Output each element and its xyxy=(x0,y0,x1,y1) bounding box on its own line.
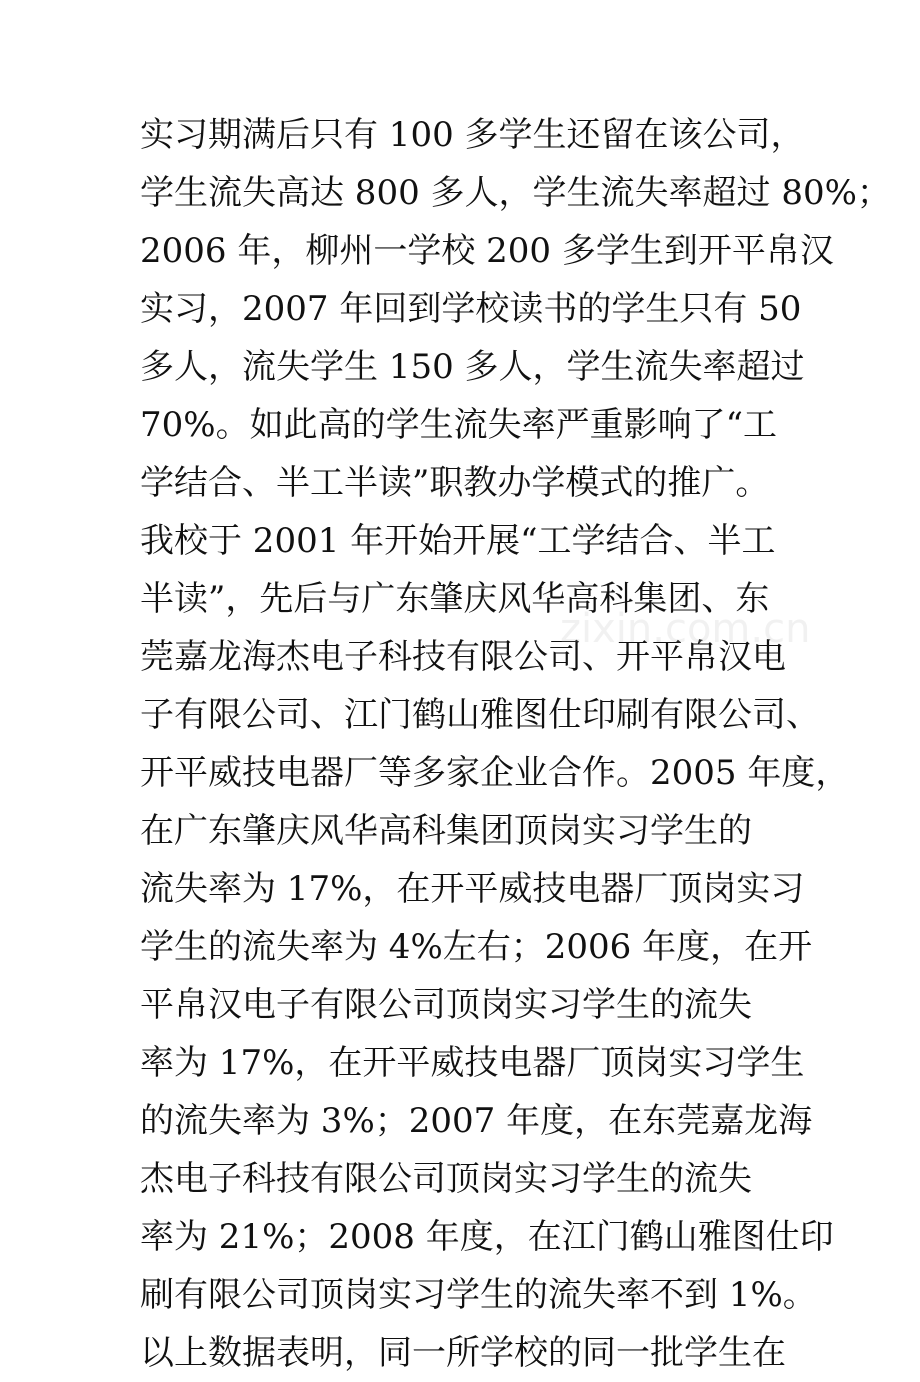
body-text xyxy=(140,106,891,1382)
text-line: 实习期满后只有 100 多学生还留在该公司， xyxy=(140,115,805,155)
text-line: 子有限公司、江门鹤山雅图仕印刷有限公司、 xyxy=(140,695,820,735)
text-line: 率为 17%，在开平威技电器厂顶岗实习学生 xyxy=(140,1043,805,1083)
text-line: 2006 年，柳州一学校 200 多学生到开平帛汉 xyxy=(140,231,834,271)
text-line: 多人，流失学生 150 多人，学生流失率超过 xyxy=(140,347,805,387)
text-line: 学生流失高达 800 多人，学生流失率超过 80%； xyxy=(140,173,891,213)
text-line: 半读”，先后与广东肇庆风华高科集团、东 xyxy=(140,579,770,619)
text-line: 以上数据表明，同一所学校的同一批学生在 xyxy=(140,1333,786,1373)
text-line: 我校于 2001 年开始开展“工学结合、半工 xyxy=(140,521,776,561)
text-line: 流失率为 17%，在开平威技电器厂顶岗实习 xyxy=(140,869,805,909)
text-line: 学生的流失率为 4%左右；2006 年度，在开 xyxy=(140,927,813,967)
text-line: 莞嘉龙海杰电子科技有限公司、开平帛汉电 xyxy=(140,637,786,677)
text-line: 率为 21%；2008 年度，在江门鹤山雅图仕印 xyxy=(140,1217,834,1257)
text-line: 70%。如此高的学生流失率严重影响了“工 xyxy=(140,405,777,445)
text-line: 杰电子科技有限公司顶岗实习学生的流失 xyxy=(140,1159,752,1199)
text-line: 的流失率为 3%；2007 年度，在东莞嘉龙海 xyxy=(140,1101,813,1141)
text-line: 学结合、半工半读”职教办学模式的推广。 xyxy=(140,463,770,503)
text-line: 开平威技电器厂等多家企业合作。2005 年度， xyxy=(140,753,850,793)
text-line: 实习，2007 年回到学校读书的学生只有 50 xyxy=(140,289,802,329)
text-line: 平帛汉电子有限公司顶岗实习学生的流失 xyxy=(140,985,752,1025)
text-line: 在广东肇庆风华高科集团顶岗实习学生的 xyxy=(140,811,752,851)
watermark: zixin.com.cn xyxy=(560,606,811,652)
text-line: 刷有限公司顶岗实习学生的流失率不到 1%。 xyxy=(140,1275,817,1315)
